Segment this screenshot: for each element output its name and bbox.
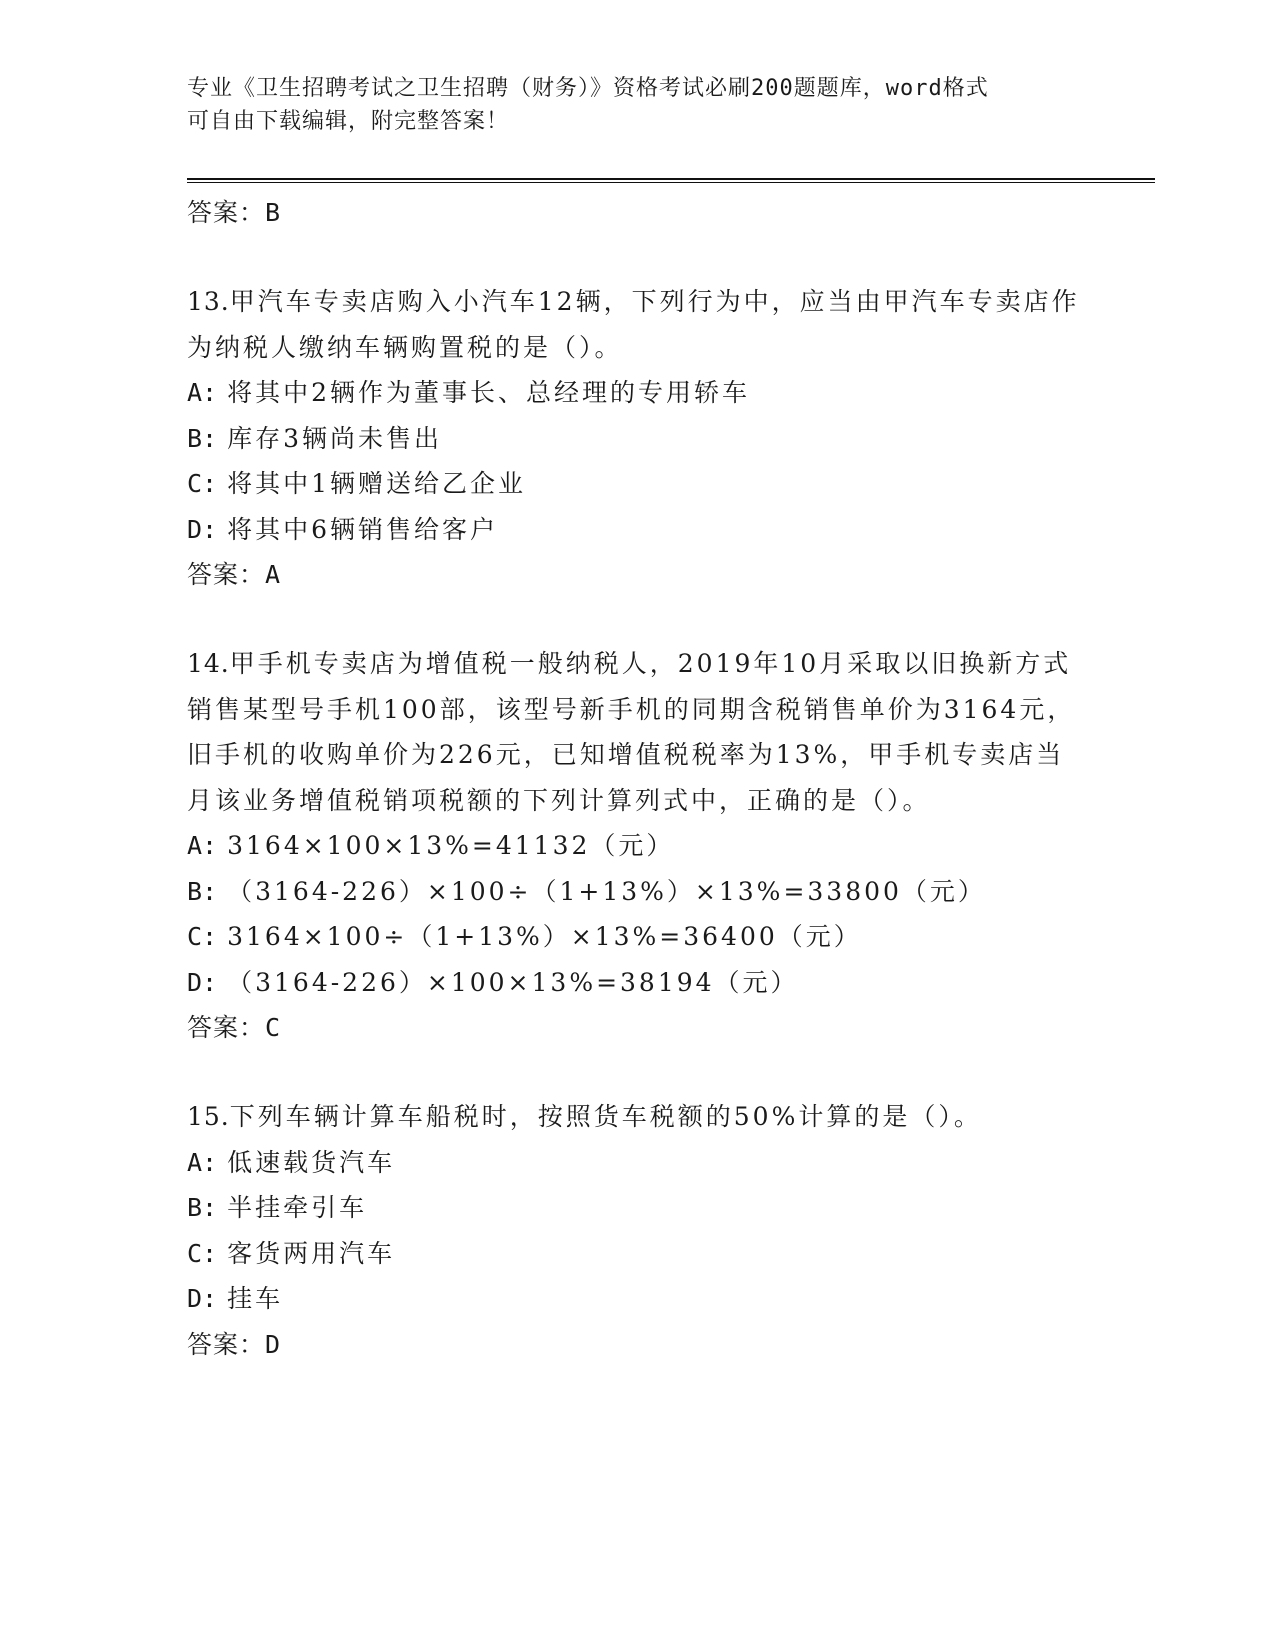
option-text: 将其中1辆赠送给乙企业: [227, 469, 527, 498]
answer-value: D: [265, 1329, 282, 1359]
answer-line: [187, 190, 1087, 235]
question-stem: 下列车辆计算车船税时，按照货车税额的50%计算的是（）。: [229, 1102, 982, 1131]
option-key: D:: [187, 514, 218, 544]
answer-line: [187, 552, 1087, 597]
option-text: （3164-226）×100×13%=38194（元）: [227, 967, 799, 997]
question-number: 13.: [187, 287, 230, 316]
option-key: D:: [187, 1284, 218, 1313]
question-13: [187, 279, 1087, 597]
answer-value: A: [265, 560, 282, 589]
option-key: B:: [187, 876, 218, 906]
option-text: 3164×100÷（1+13%）×13%=36400（元）: [227, 922, 862, 951]
option-b: [187, 416, 1087, 462]
option-text: 将其中6辆销售给客户: [227, 514, 499, 544]
answer-value: B: [265, 198, 282, 227]
option-key: A:: [187, 1147, 218, 1177]
option-text: 低速载货汽车: [227, 1147, 396, 1177]
answer-prefix: 答案：: [187, 198, 266, 227]
header-divider: [187, 178, 1155, 183]
option-key: A:: [187, 378, 218, 407]
option-key: A:: [187, 831, 218, 860]
option-c: [187, 1231, 1087, 1277]
answer-value: C: [265, 1013, 282, 1042]
option-a: [187, 823, 1087, 869]
option-d: [187, 507, 1087, 553]
option-text: （3164-226）×100÷（1+13%）×13%=33800（元）: [227, 876, 986, 906]
question-text: [187, 641, 1087, 823]
answer-line: [187, 1322, 1087, 1367]
option-a: [187, 1140, 1087, 1186]
question-stem: 甲手机专卖店为增值税一般纳税人，2019年10月采取以旧换新方式销售某型号手机100部，该型号新手机的同期含税销售单价为3164元，旧手机的收购单价为226元，已知增值税税率为13%，甲手机专卖店当月该业务增值税销项税额的下列计算列式中，正确的是（）。: [187, 649, 1076, 815]
option-c: [187, 461, 1087, 507]
question-14: [187, 641, 1087, 1050]
question-text: [187, 1094, 1087, 1140]
question-number: 14.: [187, 649, 230, 678]
option-key: B:: [187, 423, 218, 453]
option-key: C:: [187, 1238, 218, 1268]
question-15: [187, 1094, 1087, 1367]
question-stem: 甲汽车专卖店购入小汽车12辆，下列行为中，应当由甲汽车专卖店作为纳税人缴纳车辆购置税的是（）。: [187, 287, 1080, 362]
option-text: 3164×100×13%=41132（元）: [227, 831, 675, 860]
option-text: 半挂牵引车: [227, 1193, 368, 1222]
option-key: C:: [187, 469, 218, 498]
option-text: 库存3辆尚未售出: [227, 423, 443, 453]
option-text: 将其中2辆作为董事长、总经理的专用轿车: [227, 378, 751, 407]
answer-prefix: 答案：: [187, 1013, 266, 1042]
option-key: C:: [187, 922, 218, 951]
option-key: B:: [187, 1193, 218, 1222]
option-key: D:: [187, 967, 218, 997]
header-line-1: 专业《卫生招聘考试之卫生招聘（财务）》资格考试必刷200题题库，word格式: [187, 76, 989, 101]
option-d: [187, 960, 1087, 1006]
option-d: [187, 1276, 1087, 1322]
page-header: [187, 72, 1087, 138]
option-text: 客货两用汽车: [227, 1238, 396, 1268]
question-number: 15.: [187, 1102, 230, 1131]
answer-prefix: 答案：: [187, 1329, 266, 1359]
header-line-2: 可自由下载编辑，附完整答案！: [187, 109, 510, 134]
option-b: [187, 869, 1087, 915]
answer-line: [187, 1005, 1087, 1050]
option-b: [187, 1185, 1087, 1231]
option-c: [187, 914, 1087, 960]
answer-prefix: 答案：: [187, 560, 266, 589]
option-a: [187, 370, 1087, 416]
option-text: 挂车: [227, 1284, 284, 1313]
question-text: [187, 279, 1087, 370]
document-body: [187, 190, 1087, 1367]
